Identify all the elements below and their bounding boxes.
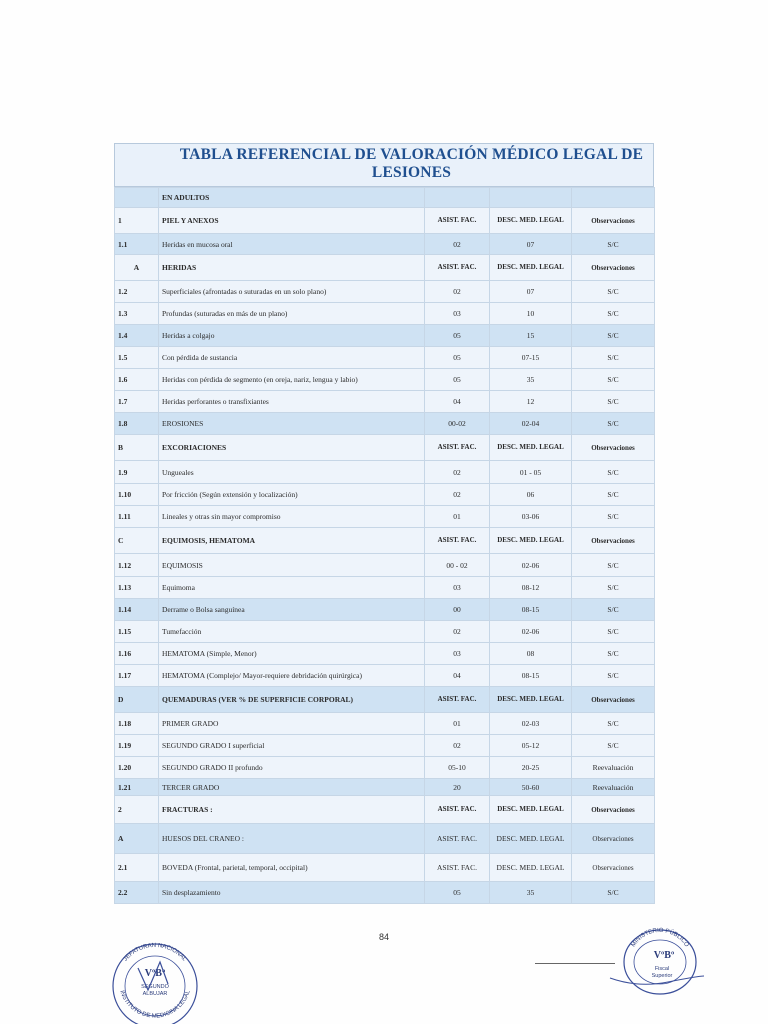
table-row <box>115 779 655 796</box>
seal-stamp-left <box>108 940 202 1024</box>
observaciones-value: Reevaluación <box>572 779 655 796</box>
desc-med-legal-value: 02-06 <box>490 554 572 577</box>
row-description: HUESOS DEL CRANEO : <box>159 824 425 854</box>
category-row <box>115 255 655 281</box>
row-description: SEGUNDO GRADO I superficial <box>159 735 425 757</box>
asist-fac-value: 02 <box>425 621 490 643</box>
row-number: 1 <box>115 208 159 234</box>
observaciones-value: S/C <box>572 599 655 621</box>
row-number: 1.7 <box>115 391 159 413</box>
asist-fac-value: 04 <box>425 391 490 413</box>
row-number: 1.19 <box>115 735 159 757</box>
asist-fac-value: 00 <box>425 599 490 621</box>
desc-med-legal-value: DESC. MED. LEGAL <box>490 435 572 461</box>
row-number: 2 <box>115 796 159 824</box>
asist-fac-value: 05 <box>425 325 490 347</box>
row-number: 1.15 <box>115 621 159 643</box>
observaciones-value: Observaciones <box>572 796 655 824</box>
page-number: 84 <box>378 932 389 942</box>
asist-fac-value: ASIST. FAC. <box>425 854 490 882</box>
row-description: PRIMER GRADO <box>159 713 425 735</box>
asist-fac-value: 02 <box>425 484 490 506</box>
table-row <box>115 757 655 779</box>
row-description: FRACTURAS : <box>159 796 425 824</box>
observaciones-value: S/C <box>572 325 655 347</box>
row-number: 1.21 <box>115 779 159 796</box>
row-number: 1.20 <box>115 757 159 779</box>
row-number: 1.10 <box>115 484 159 506</box>
row-description: SEGUNDO GRADO II profundo <box>159 757 425 779</box>
observaciones-value: S/C <box>572 281 655 303</box>
row-description: Equimoma <box>159 577 425 599</box>
asist-fac-value: 00-02 <box>425 413 490 435</box>
valuation-table-container <box>114 143 654 904</box>
row-number: 1.3 <box>115 303 159 325</box>
desc-med-legal-value: DESC. MED. LEGAL <box>490 208 572 234</box>
row-description: EQUIMOSIS, HEMATOMA <box>159 528 425 554</box>
asist-fac-value: ASIST. FAC. <box>425 435 490 461</box>
desc-med-legal-value: 08-15 <box>490 599 572 621</box>
desc-med-legal-value: 08-12 <box>490 577 572 599</box>
row-description: BOVEDA (Frontal, parietal, temporal, occipital) <box>159 854 425 882</box>
desc-med-legal-value: 08 <box>490 643 572 665</box>
table-row <box>115 461 655 484</box>
observaciones-value: Observaciones <box>572 528 655 554</box>
row-description: Heridas perforantes o transfixiantes <box>159 391 425 413</box>
desc-med-legal-value: DESC. MED. LEGAL <box>490 528 572 554</box>
desc-med-legal-value: 07 <box>490 234 572 255</box>
row-description: HERIDAS <box>159 255 425 281</box>
observaciones-value: S/C <box>572 621 655 643</box>
row-description: Heridas en mucosa oral <box>159 234 425 255</box>
asist-fac-value: ASIST. FAC. <box>425 824 490 854</box>
row-number: 1.11 <box>115 506 159 528</box>
observaciones-value: S/C <box>572 665 655 687</box>
asist-fac-value: ASIST. FAC. <box>425 796 490 824</box>
seal-stamp-right <box>608 926 706 998</box>
row-number: 1.12 <box>115 554 159 577</box>
desc-med-legal-value: 07-15 <box>490 347 572 369</box>
observaciones-value: Observaciones <box>572 687 655 713</box>
row-number: 1.13 <box>115 577 159 599</box>
signature-line <box>535 963 615 964</box>
asist-fac-value: 02 <box>425 234 490 255</box>
table-row <box>115 621 655 643</box>
asist-fac-value: 05 <box>425 882 490 904</box>
observaciones-value: S/C <box>572 303 655 325</box>
row-number: 1.17 <box>115 665 159 687</box>
observaciones-value: S/C <box>572 347 655 369</box>
observaciones-value: S/C <box>572 391 655 413</box>
observaciones-value: S/C <box>572 413 655 435</box>
row-number: C <box>115 528 159 554</box>
category-row <box>115 435 655 461</box>
table-row <box>115 281 655 303</box>
observaciones-value: S/C <box>572 577 655 599</box>
svg-text:VºBº: VºBº <box>144 968 166 979</box>
desc-med-legal-value: 35 <box>490 882 572 904</box>
row-number: 1.2 <box>115 281 159 303</box>
section-label: EN ADULTOS <box>159 188 425 208</box>
observaciones-value: S/C <box>572 713 655 735</box>
desc-med-legal-value: 10 <box>490 303 572 325</box>
observaciones-value: S/C <box>572 369 655 391</box>
desc-med-legal-value: 02-04 <box>490 413 572 435</box>
row-description: QUEMADURAS (VER % DE SUPERFICIE CORPORAL) <box>159 687 425 713</box>
table-row <box>115 735 655 757</box>
asist-fac-value: 05 <box>425 347 490 369</box>
svg-text:MINISTERIO PÚBLICO: MINISTERIO PÚBLICO <box>630 927 690 949</box>
category-row <box>115 824 655 854</box>
observaciones-value: S/C <box>572 234 655 255</box>
row-description: EROSIONES <box>159 413 425 435</box>
table-row <box>115 391 655 413</box>
observaciones-value: S/C <box>572 506 655 528</box>
asist-fac-value: 02 <box>425 281 490 303</box>
asist-fac-value: 03 <box>425 643 490 665</box>
row-description: Lineales y otras sin mayor compromiso <box>159 506 425 528</box>
row-number: 2.1 <box>115 854 159 882</box>
table-row <box>115 413 655 435</box>
row-number: 1.16 <box>115 643 159 665</box>
observaciones-value: S/C <box>572 461 655 484</box>
table-row <box>115 665 655 687</box>
asist-fac-value: 00 - 02 <box>425 554 490 577</box>
desc-med-legal-value: 03-06 <box>490 506 572 528</box>
row-description: Ungueales <box>159 461 425 484</box>
asist-fac-value: 02 <box>425 735 490 757</box>
row-number: 2.2 <box>115 882 159 904</box>
row-number: A <box>115 824 159 854</box>
category-row <box>115 528 655 554</box>
table-row <box>115 484 655 506</box>
category-row <box>115 687 655 713</box>
table-body <box>115 188 655 904</box>
table-title: TABLA REFERENCIAL DE VALORACIÓN MÉDICO LEGAL DE LESIONES <box>179 146 644 181</box>
row-number: 1.5 <box>115 347 159 369</box>
table-row <box>115 577 655 599</box>
table-row <box>115 599 655 621</box>
asist-fac-value: 05-10 <box>425 757 490 779</box>
desc-med-legal-value: 02-03 <box>490 713 572 735</box>
row-number: 1.6 <box>115 369 159 391</box>
row-description: Heridas con pérdida de segmento (en oreja, nariz, lengua y labio) <box>159 369 425 391</box>
valuation-table <box>114 187 655 904</box>
asist-fac-value: ASIST. FAC. <box>425 208 490 234</box>
category-row <box>115 854 655 882</box>
observaciones-value: S/C <box>572 554 655 577</box>
asist-fac-value: 02 <box>425 461 490 484</box>
svg-text:INSTITUTO DE MEDICINA LEGAL: INSTITUTO DE MEDICINA LEGAL <box>118 989 192 1020</box>
observaciones-value: S/C <box>572 735 655 757</box>
table-row <box>115 554 655 577</box>
desc-med-legal-value: 06 <box>490 484 572 506</box>
category-row <box>115 796 655 824</box>
desc-med-legal-value: 07 <box>490 281 572 303</box>
row-description: TERCER GRADO <box>159 779 425 796</box>
row-number: 1.4 <box>115 325 159 347</box>
asist-fac-value: 01 <box>425 506 490 528</box>
desc-med-legal-value: 08-15 <box>490 665 572 687</box>
row-number: 1.8 <box>115 413 159 435</box>
table-row <box>115 325 655 347</box>
table-row <box>115 347 655 369</box>
row-number: 1.14 <box>115 599 159 621</box>
table-title-row <box>114 143 654 187</box>
row-description: Por fricción (Según extensión y localización) <box>159 484 425 506</box>
row-number: A <box>115 255 159 281</box>
table-row <box>115 506 655 528</box>
table-row <box>115 643 655 665</box>
svg-text:JEFATURAN NACIONAL: JEFATURAN NACIONAL <box>122 942 188 963</box>
asist-fac-value: ASIST. FAC. <box>425 687 490 713</box>
row-description: Profundas (suturadas en más de un plano) <box>159 303 425 325</box>
observaciones-value: Observaciones <box>572 824 655 854</box>
observaciones-value: S/C <box>572 882 655 904</box>
asist-fac-value: 03 <box>425 577 490 599</box>
desc-med-legal-value: 50-60 <box>490 779 572 796</box>
svg-text:Superior: Superior <box>651 973 673 979</box>
table-row <box>115 234 655 255</box>
row-description: HEMATOMA (Simple, Menor) <box>159 643 425 665</box>
asist-fac-value: ASIST. FAC. <box>425 528 490 554</box>
row-description: PIEL Y ANEXOS <box>159 208 425 234</box>
row-number: 1.9 <box>115 461 159 484</box>
asist-fac-value: 04 <box>425 665 490 687</box>
row-description: Con pérdida de sustancia <box>159 347 425 369</box>
row-number: D <box>115 687 159 713</box>
asist-fac-value: 03 <box>425 303 490 325</box>
observaciones-value: Observaciones <box>572 854 655 882</box>
row-number: B <box>115 435 159 461</box>
asist-fac-value: ASIST. FAC. <box>425 255 490 281</box>
observaciones-value: S/C <box>572 643 655 665</box>
asist-fac-value: 05 <box>425 369 490 391</box>
desc-med-legal-value: 05-12 <box>490 735 572 757</box>
row-description: Heridas a colgajo <box>159 325 425 347</box>
row-description: Tumefacción <box>159 621 425 643</box>
asist-fac-value: 01 <box>425 713 490 735</box>
table-row <box>115 303 655 325</box>
row-description: Superficiales (afrontadas o suturadas en un solo plano) <box>159 281 425 303</box>
row-description: Derrame o Bolsa sanguínea <box>159 599 425 621</box>
table-row <box>115 369 655 391</box>
desc-med-legal-value: DESC. MED. LEGAL <box>490 854 572 882</box>
row-number: 1.1 <box>115 234 159 255</box>
desc-med-legal-value: DESC. MED. LEGAL <box>490 255 572 281</box>
svg-text:SEGUNDO: SEGUNDO <box>141 984 169 990</box>
svg-text:ALBUJAR: ALBUJAR <box>142 991 168 997</box>
desc-med-legal-value: 20-25 <box>490 757 572 779</box>
desc-med-legal-value: 12 <box>490 391 572 413</box>
observaciones-value: Observaciones <box>572 208 655 234</box>
row-description: HEMATOMA (Complejo/ Mayor-requiere debridación quirúrgica) <box>159 665 425 687</box>
table-row <box>115 882 655 904</box>
asist-fac-value: 20 <box>425 779 490 796</box>
observaciones-value: Reevaluación <box>572 757 655 779</box>
desc-med-legal-value: 02-06 <box>490 621 572 643</box>
observaciones-value: Observaciones <box>572 435 655 461</box>
row-description: EXCORIACIONES <box>159 435 425 461</box>
category-row <box>115 208 655 234</box>
table-row <box>115 713 655 735</box>
desc-med-legal-value: DESC. MED. LEGAL <box>490 796 572 824</box>
desc-med-legal-value: DESC. MED. LEGAL <box>490 687 572 713</box>
svg-text:Fiscal: Fiscal <box>654 966 670 972</box>
desc-med-legal-value: 01 - 05 <box>490 461 572 484</box>
observaciones-value: Observaciones <box>572 255 655 281</box>
row-description: Sin desplazamiento <box>159 882 425 904</box>
svg-text:VºBº: VºBº <box>653 950 675 961</box>
observaciones-value: S/C <box>572 484 655 506</box>
section-row <box>115 188 655 208</box>
row-description: EQUIMOSIS <box>159 554 425 577</box>
desc-med-legal-value: 35 <box>490 369 572 391</box>
desc-med-legal-value: 15 <box>490 325 572 347</box>
row-number: 1.18 <box>115 713 159 735</box>
desc-med-legal-value: DESC. MED. LEGAL <box>490 824 572 854</box>
